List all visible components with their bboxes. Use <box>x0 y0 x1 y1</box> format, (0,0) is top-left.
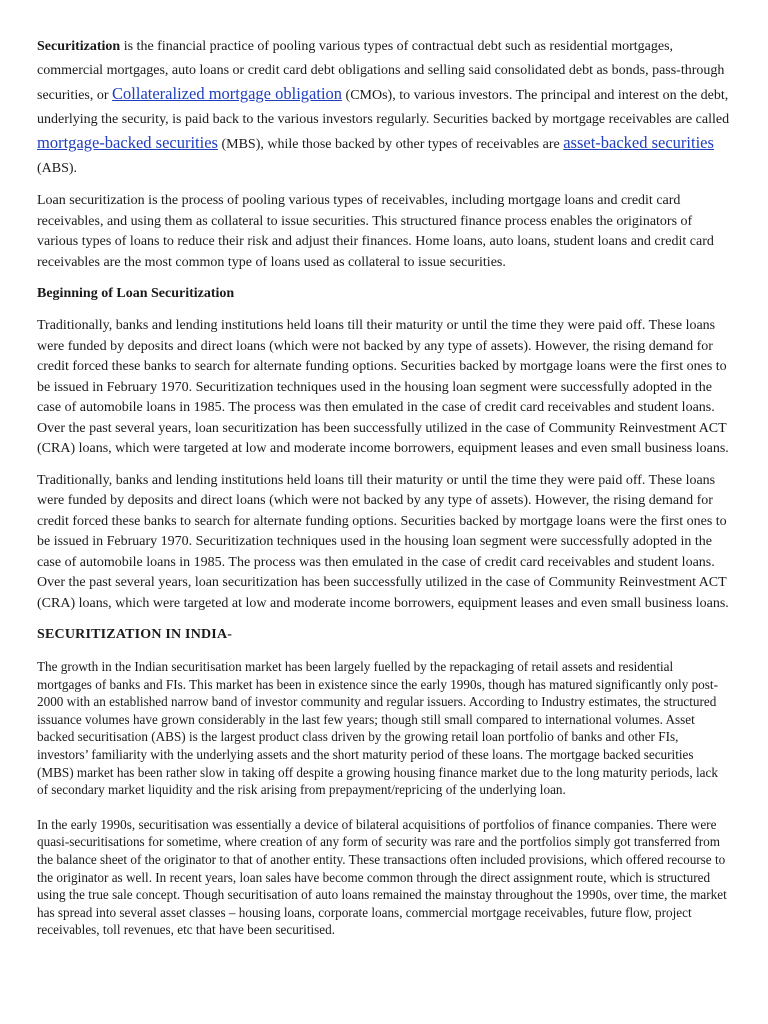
link-asset-backed-securities[interactable]: asset-backed securities <box>563 133 714 152</box>
heading-india: SECURITIZATION IN INDIA- <box>37 627 233 642</box>
intro-text-2: (CMOs), to various investors. The principal and interest on the debt, underlying the security, is paid back to the various investors regularly. Securities backed by mortgage receivables are called <box>37 88 730 127</box>
link-collateralized-mortgage-obligation[interactable]: Collateralized mortgage obligation <box>112 84 343 103</box>
beginning-paragraph-2: Traditionally, banks and lending institutions held loans till their maturity or until the time they were paid off. These loans were funded by deposits and direct loans (which were not backed by any type of assets). However, the rising demand for credit forced these banks to search for alternate funding options. Securities backed by mortgage loans were the first ones to be issued in February 1970. Securitization techniques used in the housing loan segment were successfully adopted in the case of automobile loans in 1985. The process was then emulated in the case of credit card receivables and student loans. Over the past several years, loan securitization has been successfully utilized in the case of Community Reinvestment ACT (CRA) loans, which were targeted at low and moderate income borrowers, equipment leases and even small business loans. <box>37 472 729 611</box>
intro-text-4: (ABS). <box>37 160 78 176</box>
india-paragraph-2: In the early 1990s, securitisation was essentially a device of bilateral acquisitions of portfolios of finance companies. There were quasi-securitisations for sometime, where creation of any form of security was rare and the portfolios simply got transferred from the balance sheet of the originator to that of another entity. These transactions often included provisions, which offered recourse to the originator as well. In recent years, loan sales have become common through the direct assignment route, which is structured using the true sale concept. Though securitisation of auto loans remained the mainstay throughout the 1990s, over time, the market has spread into several asset classes – housing loans, corporate loans, commercial mortgage receivables, future flow, project receivables, toll revenues, etc that have been securitised. <box>37 816 727 938</box>
india-paragraph-1: The growth in the Indian securitisation market has been largely fuelled by the repackaging of retail assets and residential mortgages of banks and FIs. This market has been in existence since the early 1990s, though has matured significantly only post-2000 with an established narrow band of investor community and regular issuers. According to Industry estimates, the structured issuance volumes have grown considerably in the last few years; though still small compared to international volumes. Asset backed securitisation (ABS) is the largest product class driven by the growing retail loan portfolio of banks and other FIs, investors’ familiarity with the underlying assets and the short maturity period of these loans. The mortgage backed securities (MBS) market has been rather slow in taking off despite a growing housing finance market due to the long maturity periods, lack of secondary market liquidity and the risk arising from prepayment/repricing of the underlying loan. <box>37 659 718 798</box>
heading-beginning: Beginning of Loan Securitization <box>37 286 235 301</box>
term-securitization: Securitization <box>37 39 121 54</box>
intro-paragraph <box>37 35 731 180</box>
intro-text-1: is the financial practice of pooling various types of contractual debt such as residential mortgages, commercial mortgages, auto loans or credit card debt obligations and selling said consolidated debt as bonds, pass-through securities, or <box>37 39 725 103</box>
loan-securitization-paragraph: Loan securitization is the process of pooling various types of receivables, including mortgage loans and credit card receivables, and using them as collateral to issue securities. This structured finance process enables the originators of various types of loans to reduce their risk and adjust their finances. Home loans, auto loans, student loans and credit card receivables are the most common type of loans used as collateral to issue securities. <box>37 193 714 270</box>
beginning-paragraph-1: Traditionally, banks and lending institutions held loans till their maturity or until the time they were paid off. These loans were funded by deposits and direct loans (which were not backed by any type of assets). However, the rising demand for credit forced these banks to search for alternate funding options. Securities backed by mortgage loans were the first ones to be issued in February 1970. Securitization techniques used in the housing loan segment were successfully adopted in the case of automobile loans in 1985. The process was then emulated in the case of credit card receivables and student loans. Over the past several years, loan securitization has been successfully utilized in the case of Community Reinvestment ACT (CRA) loans, which were targeted at low and moderate income borrowers, equipment leases and even small business loans. <box>37 318 729 456</box>
link-mortgage-backed-securities[interactable]: mortgage-backed securities <box>37 133 218 152</box>
intro-text-3: (MBS), while those backed by other types of receivables are <box>217 137 564 152</box>
